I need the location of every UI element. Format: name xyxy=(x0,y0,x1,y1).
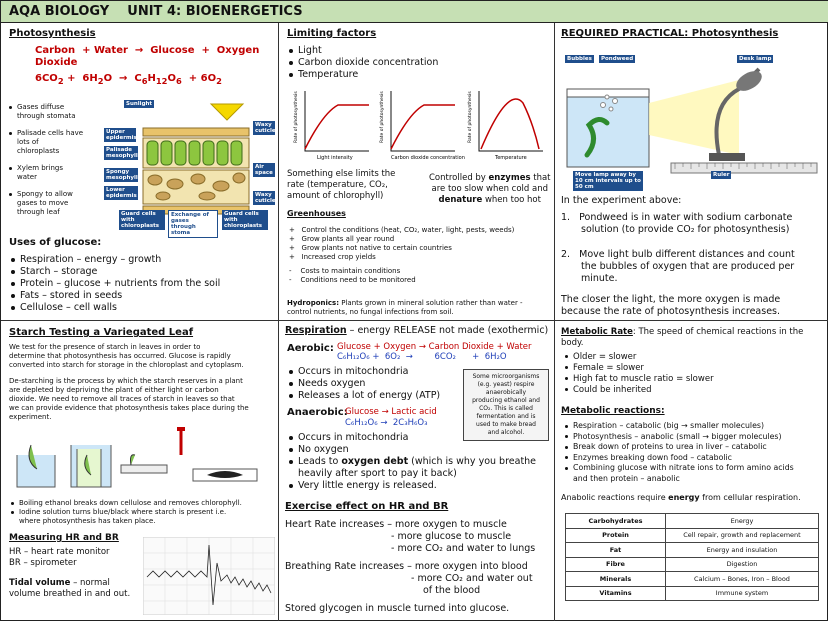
graph3-xlabel: Temperature xyxy=(495,155,527,161)
ruler-label: Ruler xyxy=(713,172,730,178)
aerobic-word-equation: Glucose + Oxygen → Carbon Dioxide + Water xyxy=(337,342,532,352)
exercise-title: Exercise effect on HR and BR xyxy=(285,501,449,512)
practical-step-1: 1. Pondweed is in water with sodium carbonate solution (to provide CO₂ for photosynthesis) xyxy=(561,212,793,235)
heart-rate-line-3: - more CO₂ and water to lungs xyxy=(391,543,536,554)
gas-exchange-label: Exchange of gases through stoma xyxy=(168,210,218,238)
air-space-label: Air space xyxy=(253,163,275,177)
starch-test-diagram xyxy=(11,425,271,493)
heart-rate-line: Heart Rate increases – more oxygen to muscle xyxy=(285,519,507,530)
graph1-ylabel: Rate of photosynthesis xyxy=(294,91,299,143)
pondweed-label: Pondweed xyxy=(601,56,634,62)
list-item: Starch – storage xyxy=(11,266,220,278)
spongy-label: Spongy mesophyll xyxy=(106,169,138,181)
symbol-equation: $6CO_2 + 6H_2O \to C_6H_{12}O_6 + 6O_2$ xyxy=(35,73,222,86)
upper-epidermis-label: Upper epidermis xyxy=(106,129,137,141)
limiting-factor-graphs xyxy=(283,83,551,163)
table-row: Carbohydrates Energy xyxy=(566,514,819,529)
glucose-uses-list xyxy=(11,254,220,314)
sunlight-label: Sunlight xyxy=(126,101,153,107)
limiting-factors-panel xyxy=(279,23,555,321)
photosynthesis-panel xyxy=(1,23,279,321)
word-equation: Carbon + Water → Glucose + Oxygen xyxy=(35,45,260,56)
aerobic-points: Occurs in mitochondria Needs oxygen Releases a lot of energy (ATP) xyxy=(289,366,440,402)
destarching-text: De-starching is the process by which the starch reserves in a plant are depleted by depriving the plant of either light or carbon dioxide. We need to remove all traces of starch in leaves so that we can provide evidence that photosynthesis takes place during the experiment. xyxy=(9,377,249,421)
move-lamp-label: Move lamp away by 10 cm intervals up to 50 cm xyxy=(573,171,643,191)
table-row: Fat Energy and insulation xyxy=(566,543,819,558)
graph2-ylabel: Rate of photosynthesis xyxy=(380,91,385,143)
metabolic-factors: Older = slower Female = slower High fat to muscle ratio = slower Could be inherited xyxy=(565,352,714,396)
aerobic-symbol-equation: C₆H₁₂O₆ + 6O₂ → 6CO₂ + 6H₂O xyxy=(337,352,507,362)
bubbles-label: Bubbles xyxy=(567,56,592,62)
limiting-factors-title: Limiting factors xyxy=(287,28,377,39)
breathing-rate-line-2: - more CO₂ and water out xyxy=(411,573,533,584)
list-item: Respiration – energy – growth xyxy=(11,254,220,266)
anaerobic-points: Occurs in mitochondria No oxygen Leads to oxygen debt (which is why you breathe heavily after sport to pay it back) Very little energy is released. xyxy=(289,432,536,492)
table-row: Vitamins Immune system xyxy=(566,586,819,601)
metabolic-panel xyxy=(555,321,828,621)
table-row: Minerals Calcium – Bones, Iron – Blood xyxy=(566,572,819,587)
reactions-list: Respiration – catabolic (big → smaller molecules) Photosynthesis – anabolic (small → bigger molecules) Break down of proteins to urea in liver – catabolic Enzymes breaking down food – catabolic Combining glucose with nitrate ions to form amino acids and then protein – anabolic xyxy=(565,421,794,484)
tidal-volume: Tidal volume – normal volume breathed in and out. xyxy=(9,578,131,599)
measure-hr-br-title: Measuring HR and BR xyxy=(9,533,119,543)
spirometer-trace xyxy=(143,537,275,615)
lower-epidermis-label: Lower epidermis xyxy=(106,187,137,199)
photosynthesis-title: Photosynthesis xyxy=(9,28,96,39)
waxy-cuticle-label: Waxy cuticle xyxy=(255,122,276,134)
table-row: Protein Cell repair, growth and replacement xyxy=(566,528,819,543)
hr-monitor: HR – heart rate monitor xyxy=(9,547,110,557)
greenhouses-title: Greenhouses xyxy=(287,209,346,218)
practical-step-2: 2. Move light bulb different distances and count the bubbles of oxygen that are produced per minute. xyxy=(561,249,795,284)
unit-title: UNIT 4: BIOENERGETICS xyxy=(127,4,303,19)
anaerobic-label: Anaerobic: xyxy=(287,407,348,418)
factors-list: Light Carbon dioxide concentration Temperature xyxy=(289,45,438,81)
glycogen-line: Stored glycogen in muscle turned into glucose. xyxy=(285,603,510,614)
reactions-title: Metabolic reactions: xyxy=(561,406,665,416)
starch-title: Starch Testing a Variegated Leaf xyxy=(9,327,194,338)
graph3-ylabel: Rate of photosynthesis xyxy=(468,91,473,143)
anabolic-note: Anabolic reactions require energy from cellular respiration. xyxy=(561,493,801,502)
guard-cells-label: Guard cells with chloroplasts xyxy=(119,210,165,230)
list-item: Cellulose – cell walls xyxy=(11,302,220,314)
word-equation-line2: Dioxide xyxy=(35,57,78,68)
greenhouse-pros: + Control the conditions (heat, CO₂, water, light, pests, weeds) + Grow plants all year round + Grow plants not native to certain countries + Increased crop yields - Costs to maintain conditions - Conditions need to be monitored xyxy=(289,226,515,284)
desk-lamp-label: Desk lamp xyxy=(739,56,772,62)
required-practical-panel xyxy=(555,23,828,321)
table-row: Fibre Digestion xyxy=(566,557,819,572)
anaerobic-symbol-equation: C₆H₁₂O₆ → 2C₃H₆O₃ xyxy=(345,418,428,428)
breathing-rate-line-3: of the blood xyxy=(423,585,481,596)
list-item: Fats – stored in seeds xyxy=(11,290,220,302)
starch-steps: Boiling ethanol breaks down cellulose and removes chlorophyll. Iodine solution turns blue/black where starch is present i.e. where photosynthesis has taken place. xyxy=(11,499,242,526)
respiration-panel xyxy=(279,321,555,621)
list-item: Protein – glucose + nutrients from the soil xyxy=(11,278,220,290)
practical-title: REQUIRED PRACTICAL: Photosynthesis xyxy=(561,28,779,39)
graph2-xlabel: Carbon dioxide concentration xyxy=(391,155,465,161)
anaerobic-word-equation: Glucose → Lactic acid xyxy=(345,407,437,417)
practical-conclusion: The closer the light, the more oxygen is made because the rate of photosynthesis increases. xyxy=(561,294,781,317)
fermentation-box: Some microorganisms (e.g. yeast) respire anaerobically producing ethanol and CO₂. This is called fermentation and is used to make bread and alcohol. xyxy=(463,369,549,441)
heart-rate-line-2: - more glucose to muscle xyxy=(391,531,512,542)
graph1-xlabel: Light intensity xyxy=(317,155,353,161)
temperature-note: Controlled by enzymes that are too slow when cold and denature when too hot xyxy=(429,173,551,205)
breathing-rate-line: Breathing Rate increases – more oxygen into blood xyxy=(285,561,528,572)
nutrients-table xyxy=(565,513,819,601)
glucose-uses-title: Uses of glucose: xyxy=(9,237,102,248)
starch-intro: We test for the presence of starch in leaves in order to determine that photosynthesis has occurred. Glucose is rapidly converted into starch for storage in the chloroplast and cytoplasm. xyxy=(9,343,244,369)
starch-test-panel xyxy=(1,321,279,621)
waxy-cuticle-lower-label: Waxy cuticle xyxy=(255,192,276,204)
respiration-title: Respiration – energy RELEASE not made (exothermic) xyxy=(285,325,549,336)
guard-cells-right-label: Guard cells with chloroplasts xyxy=(222,210,268,230)
br-spirometer: BR – spirometer xyxy=(9,558,77,568)
metabolic-rate-definition: Metabolic Rate: The speed of chemical reactions in the body. xyxy=(561,327,804,348)
sheet-header xyxy=(1,1,828,23)
hydroponics-note: Hydroponics: Plants grown in mineral solution rather than water - control nutrients, no fungal infections from soil. xyxy=(287,299,523,316)
palisade-label: Palisade mesophyll xyxy=(106,147,138,159)
subject-title: AQA BIOLOGY xyxy=(9,4,110,19)
leaf-bullets: Gases diffuse through stomata Palisade cells have lots of chloroplasts Xylem brings water Spongy to allow gases to move through leaf xyxy=(9,103,101,217)
limit-note: Something else limits the rate (temperature, CO₂, amount of chlorophyll) xyxy=(287,169,396,201)
aerobic-label: Aerobic: xyxy=(287,343,334,354)
practical-apparatus-diagram xyxy=(559,45,825,187)
practical-intro: In the experiment above: xyxy=(561,195,682,206)
